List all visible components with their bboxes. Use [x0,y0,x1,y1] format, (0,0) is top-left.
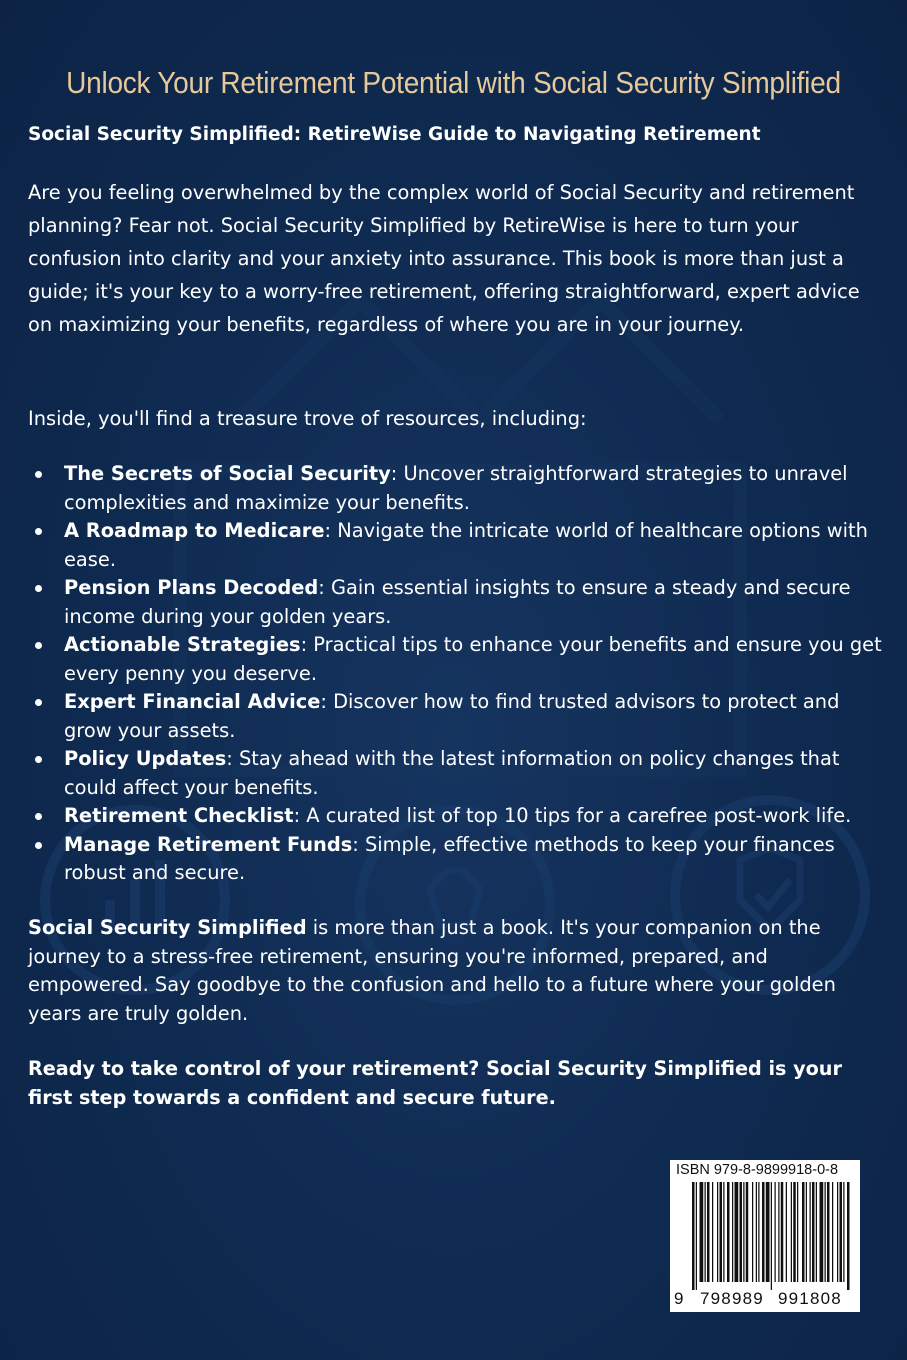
barcode-bar [756,1182,757,1282]
bullet-icon [35,642,42,649]
barcode-bar [806,1182,807,1282]
barcode-bar [775,1182,776,1282]
feature-desc: : Discover how to find trusted advisors to protect and grow your assets. [64,690,840,742]
feature-desc: : Uncover straightforward strategies to unravel complexities and maximize your benefits. [64,462,848,514]
feature-title: Manage Retirement Funds [64,832,353,856]
feature-title: Actionable Strategies [64,633,301,656]
barcode-bar [840,1182,843,1282]
barcode-digit-group-2: 991808 [778,1289,842,1308]
bullet-icon [35,813,42,820]
barcode-bar [705,1182,706,1282]
barcode-bar [778,1182,779,1282]
barcode-bar [740,1182,743,1282]
feature-desc: : A curated list of top 10 tips for a carefree post-work life. [293,804,852,827]
list-item [28,688,883,745]
bullet-icon [35,699,42,706]
barcode-bar [743,1182,744,1282]
barcode-bar [797,1182,798,1282]
feature-title: Policy Updates [64,747,227,770]
barcode-bar [843,1182,844,1282]
feature-title: Pension Plans Decoded [64,576,319,599]
barcode-digit-group-1: 798989 [700,1289,764,1308]
feature-desc: : Simple, effective methods to keep your finances robust and secure. [64,832,835,884]
bullet-icon [35,585,42,592]
list-item [28,574,883,631]
cover-title: Unlock Your Retirement Potential with Social Security Simplified [66,66,841,100]
feature-desc: : Gain essential insights to ensure a steady and secure income during your golden years. [64,576,851,628]
list-item [28,631,883,688]
barcode-bar [696,1182,697,1290]
barcode-bar [720,1182,723,1282]
barcode-bar [786,1182,787,1282]
barcode-bar [700,1182,704,1282]
isbn-barcode [670,1160,860,1312]
feature-list [28,460,883,888]
isbn-label: ISBN 979-8-9899918-0-8 [676,1162,839,1178]
barcode-bar [832,1182,833,1282]
list-item [28,831,883,888]
feature-desc: : Stay ahead with the latest information on policy changes that could affect your benefits. [64,747,840,799]
cover-subtitle: Social Security Simplified: RetireWise Guide to Navigating Retirement [28,124,761,145]
barcode-bar [717,1182,718,1282]
feature-title: Retirement Checklist [64,804,294,827]
barcode-bar [762,1182,765,1282]
barcode-bar [781,1182,784,1282]
feature-title: A Roadmap to Medicare [64,519,325,542]
barcode-bar [735,1182,739,1282]
barcode-bar [816,1182,817,1282]
bullet-icon [35,756,42,763]
list-item [28,460,883,517]
feature-desc: : Practical tips to enhance your benefits and ensure you get every penny you deserve. [64,633,882,685]
barcode-bar [825,1182,826,1282]
barcode-bar [712,1182,713,1282]
barcode-bar [766,1182,770,1282]
feature-desc: : Navigate the intricate world of healthcare options with ease. [64,519,868,571]
barcode-bar [837,1182,838,1282]
closing-text: is more than just a book. It's your companion on the journey to a stress-free retirement, ensuring you're informed, prepared, and empowered. Say goodbye to the confusion and hello to a future where your golden years are truly golden. [28,916,836,1025]
barcode-bar [791,1182,792,1282]
list-item [28,802,883,831]
barcode-bar [752,1182,753,1282]
barcode-bar [732,1182,733,1282]
barcode-bar [827,1182,830,1282]
barcode-bar [802,1182,805,1282]
closing-book-title: Social Security Simplified [28,916,307,939]
list-item [28,517,883,574]
barcode-bar [692,1182,695,1290]
barcode-bar [771,1182,772,1290]
feature-title: The Secrets of Social Security [64,462,391,485]
barcode-bar [758,1182,759,1282]
barcode-bar [812,1182,815,1282]
closing-paragraph [28,914,880,1028]
barcode-bar [793,1182,796,1282]
barcode-bar [707,1182,710,1282]
feature-title: Expert Financial Advice [64,690,321,713]
inside-lead: Inside, you'll find a treasure trove of resources, including: [28,407,587,430]
barcode-bar [723,1182,724,1282]
barcode-bar [847,1182,850,1290]
bullet-icon [35,528,42,535]
bullet-icon [35,471,42,478]
call-to-action: Ready to take control of your retirement? Social Security Simplified is your first step towards a confident and secure future. [28,1057,842,1109]
barcode-bar [810,1182,811,1282]
barcode-bar [820,1182,824,1282]
intro-paragraph: Are you feeling overwhelmed by the complex world of Social Security and retirement planning? Fear not. Social Security Simplified by RetireWise is here to turn your confusion into clarity and your anxiety into assurance. This book is more than just a guide; it's your key to a worry-free retirement, offering straightforward, expert advice on maximizing your benefits, regardless of where you are in your journey. [28,181,860,336]
bullet-icon [35,842,42,849]
list-item [28,745,883,802]
barcode-digit-first: 9 [674,1289,684,1308]
barcode-bar [727,1182,730,1282]
barcode-bar [746,1182,749,1282]
barcode-bars [692,1182,852,1290]
